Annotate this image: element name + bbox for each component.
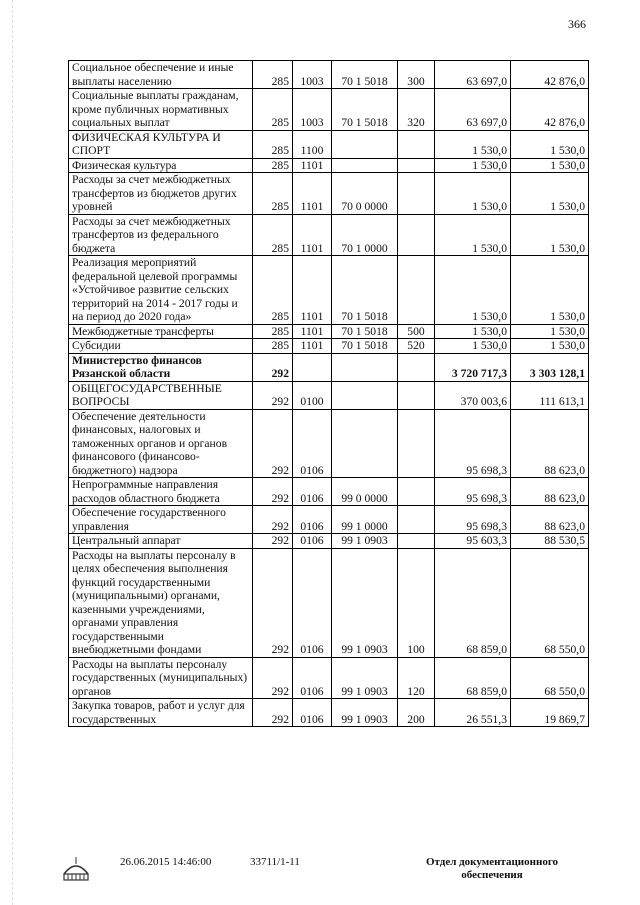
row-expense-type (398, 409, 435, 478)
row-ved: 285 (253, 256, 293, 325)
row-razdel: 0106 (293, 478, 332, 506)
row-sum-2016: 63 697,0 (435, 61, 511, 89)
row-ved: 285 (253, 173, 293, 215)
row-sum-2016: 3 720 717,3 (435, 353, 511, 381)
row-razdel: 0106 (293, 657, 332, 699)
row-expense-type: 520 (398, 339, 435, 354)
row-sum-2016: 1 530,0 (435, 130, 511, 158)
row-razdel: 1101 (293, 324, 332, 339)
row-razdel: 0106 (293, 548, 332, 657)
footer-department-line2: обеспечения (461, 869, 523, 881)
table-row (69, 214, 589, 256)
row-target-article: 70 1 5018 (332, 324, 398, 339)
row-sum-2017: 1 530,0 (511, 256, 589, 325)
table-row (69, 256, 589, 325)
row-target-article (332, 158, 398, 173)
row-expense-type: 100 (398, 548, 435, 657)
row-expense-type (398, 381, 435, 409)
row-sum-2017: 1 530,0 (511, 214, 589, 256)
row-ved: 292 (253, 353, 293, 381)
row-target-article: 99 1 0903 (332, 657, 398, 699)
row-target-article: 70 1 5018 (332, 61, 398, 89)
table-row (69, 548, 589, 657)
row-expense-type (398, 353, 435, 381)
row-sum-2016: 1 530,0 (435, 339, 511, 354)
table-row (69, 478, 589, 506)
row-target-article: 70 1 5018 (332, 89, 398, 131)
table-row (69, 158, 589, 173)
row-target-article (332, 353, 398, 381)
row-sum-2017: 1 530,0 (511, 173, 589, 215)
row-sum-2017: 111 613,1 (511, 381, 589, 409)
row-expense-type (398, 214, 435, 256)
row-expense-type (398, 534, 435, 549)
table-row (69, 324, 589, 339)
row-razdel: 0106 (293, 506, 332, 534)
row-sum-2017: 88 623,0 (511, 409, 589, 478)
row-target-article: 99 1 0000 (332, 506, 398, 534)
row-sum-2017: 88 623,0 (511, 478, 589, 506)
row-name: Физическая культура (69, 158, 253, 173)
row-ved: 292 (253, 478, 293, 506)
table-row (69, 657, 589, 699)
row-name: Закупка товаров, работ и услуг для государственных (69, 699, 253, 727)
duma-logo-icon (58, 854, 94, 884)
row-expense-type: 500 (398, 324, 435, 339)
row-sum-2016: 1 530,0 (435, 158, 511, 173)
row-sum-2016: 1 530,0 (435, 256, 511, 325)
row-sum-2017: 1 530,0 (511, 324, 589, 339)
row-sum-2017: 3 303 128,1 (511, 353, 589, 381)
row-name: Непрограммные направления расходов областного бюджета (69, 478, 253, 506)
row-sum-2017: 1 530,0 (511, 158, 589, 173)
row-sum-2016: 1 530,0 (435, 214, 511, 256)
row-expense-type: 300 (398, 61, 435, 89)
row-target-article: 99 1 0903 (332, 548, 398, 657)
row-sum-2016: 1 530,0 (435, 173, 511, 215)
row-sum-2017: 68 550,0 (511, 657, 589, 699)
row-razdel: 0100 (293, 381, 332, 409)
row-target-article (332, 130, 398, 158)
row-target-article (332, 381, 398, 409)
page-edge (12, 0, 14, 905)
row-target-article: 70 0 0000 (332, 173, 398, 215)
row-sum-2017: 42 876,0 (511, 61, 589, 89)
row-razdel: 0106 (293, 699, 332, 727)
row-target-article: 99 1 0903 (332, 699, 398, 727)
row-sum-2017: 88 623,0 (511, 506, 589, 534)
table-row (69, 409, 589, 478)
row-name: Социальное обеспечение и иные выплаты населению (69, 61, 253, 89)
row-expense-type (398, 506, 435, 534)
row-name: ОБЩЕГОСУДАРСТВЕННЫЕ ВОПРОСЫ (69, 381, 253, 409)
footer-doc-code: 33711/1-11 (250, 856, 300, 868)
row-sum-2016: 1 530,0 (435, 324, 511, 339)
row-ved: 285 (253, 61, 293, 89)
row-razdel: 1101 (293, 173, 332, 215)
row-target-article: 99 1 0903 (332, 534, 398, 549)
row-target-article: 70 1 5018 (332, 256, 398, 325)
row-ved: 292 (253, 534, 293, 549)
row-expense-type (398, 130, 435, 158)
row-razdel: 1101 (293, 256, 332, 325)
row-ved: 285 (253, 324, 293, 339)
row-ved: 292 (253, 409, 293, 478)
row-razdel: 1003 (293, 61, 332, 89)
row-sum-2016: 68 859,0 (435, 548, 511, 657)
row-razdel: 1101 (293, 158, 332, 173)
table-row (69, 506, 589, 534)
row-expense-type: 200 (398, 699, 435, 727)
row-expense-type (398, 173, 435, 215)
row-expense-type (398, 256, 435, 325)
row-target-article: 70 1 0000 (332, 214, 398, 256)
row-sum-2017: 88 530,5 (511, 534, 589, 549)
row-name: Расходы на выплаты персоналу в целях обеспечения выполнения функций государственными (муниципальными) органами, казенными учреждениями, органами управления государственными внебюджетными фондами (69, 548, 253, 657)
row-expense-type: 120 (398, 657, 435, 699)
row-sum-2016: 26 551,3 (435, 699, 511, 727)
footer-department-line1: Отдел документационного (425, 856, 559, 868)
row-razdel: 0106 (293, 409, 332, 478)
row-sum-2017: 42 876,0 (511, 89, 589, 131)
row-ved: 292 (253, 657, 293, 699)
row-name: Обеспечение государственного управления (69, 506, 253, 534)
row-razdel: 1003 (293, 89, 332, 131)
row-name: ФИЗИЧЕСКАЯ КУЛЬТУРА И СПОРТ (69, 130, 253, 158)
row-expense-type (398, 478, 435, 506)
row-razdel: 1101 (293, 339, 332, 354)
row-razdel: 1100 (293, 130, 332, 158)
row-sum-2017: 1 530,0 (511, 130, 589, 158)
row-sum-2017: 68 550,0 (511, 548, 589, 657)
table-row (69, 339, 589, 354)
row-ved: 285 (253, 339, 293, 354)
row-ved: 292 (253, 699, 293, 727)
row-ved: 285 (253, 89, 293, 131)
row-sum-2016: 95 603,3 (435, 534, 511, 549)
row-target-article (332, 409, 398, 478)
page-number: 366 (568, 17, 586, 31)
footer-department (412, 856, 572, 882)
table-row (69, 353, 589, 381)
row-name: Центральный аппарат (69, 534, 253, 549)
table-row (69, 381, 589, 409)
row-sum-2016: 63 697,0 (435, 89, 511, 131)
footer-datetime: 26.06.2015 14:46:00 (120, 856, 212, 868)
row-name: Реализация мероприятий федеральной целевой программы «Устойчивое развитие сельских территорий на 2014 - 2017 годы и на период до 2020 года» (69, 256, 253, 325)
row-sum-2016: 95 698,3 (435, 478, 511, 506)
row-ved: 292 (253, 506, 293, 534)
row-name: Министерство финансов Рязанской области (69, 353, 253, 381)
row-sum-2016: 95 698,3 (435, 506, 511, 534)
row-sum-2016: 370 003,6 (435, 381, 511, 409)
row-ved: 292 (253, 548, 293, 657)
row-razdel: 0106 (293, 534, 332, 549)
row-razdel: 1101 (293, 214, 332, 256)
row-razdel (293, 353, 332, 381)
row-name: Социальные выплаты гражданам, кроме публичных нормативных социальных выплат (69, 89, 253, 131)
row-sum-2017: 1 530,0 (511, 339, 589, 354)
row-name: Расходы за счет межбюджетных трансфертов из бюджетов других уровней (69, 173, 253, 215)
row-name: Субсидии (69, 339, 253, 354)
row-target-article: 99 0 0000 (332, 478, 398, 506)
row-ved: 285 (253, 130, 293, 158)
table-row (69, 61, 589, 89)
table-row (69, 699, 589, 727)
row-expense-type (398, 158, 435, 173)
budget-table (68, 60, 589, 727)
row-name: Расходы на выплаты персоналу государственных (муниципальных) органов (69, 657, 253, 699)
row-sum-2016: 95 698,3 (435, 409, 511, 478)
row-ved: 285 (253, 158, 293, 173)
row-target-article: 70 1 5018 (332, 339, 398, 354)
row-sum-2016: 68 859,0 (435, 657, 511, 699)
table-row (69, 89, 589, 131)
row-ved: 292 (253, 381, 293, 409)
row-name: Межбюджетные трансферты (69, 324, 253, 339)
table-row (69, 130, 589, 158)
row-name: Обеспечение деятельности финансовых, налоговых и таможенных органов и органов финансового (финансово-бюджетного) надзора (69, 409, 253, 478)
row-sum-2017: 19 869,7 (511, 699, 589, 727)
row-expense-type: 320 (398, 89, 435, 131)
row-name: Расходы за счет межбюджетных трансфертов из федерального бюджета (69, 214, 253, 256)
table-row (69, 534, 589, 549)
table-row (69, 173, 589, 215)
row-ved: 285 (253, 214, 293, 256)
